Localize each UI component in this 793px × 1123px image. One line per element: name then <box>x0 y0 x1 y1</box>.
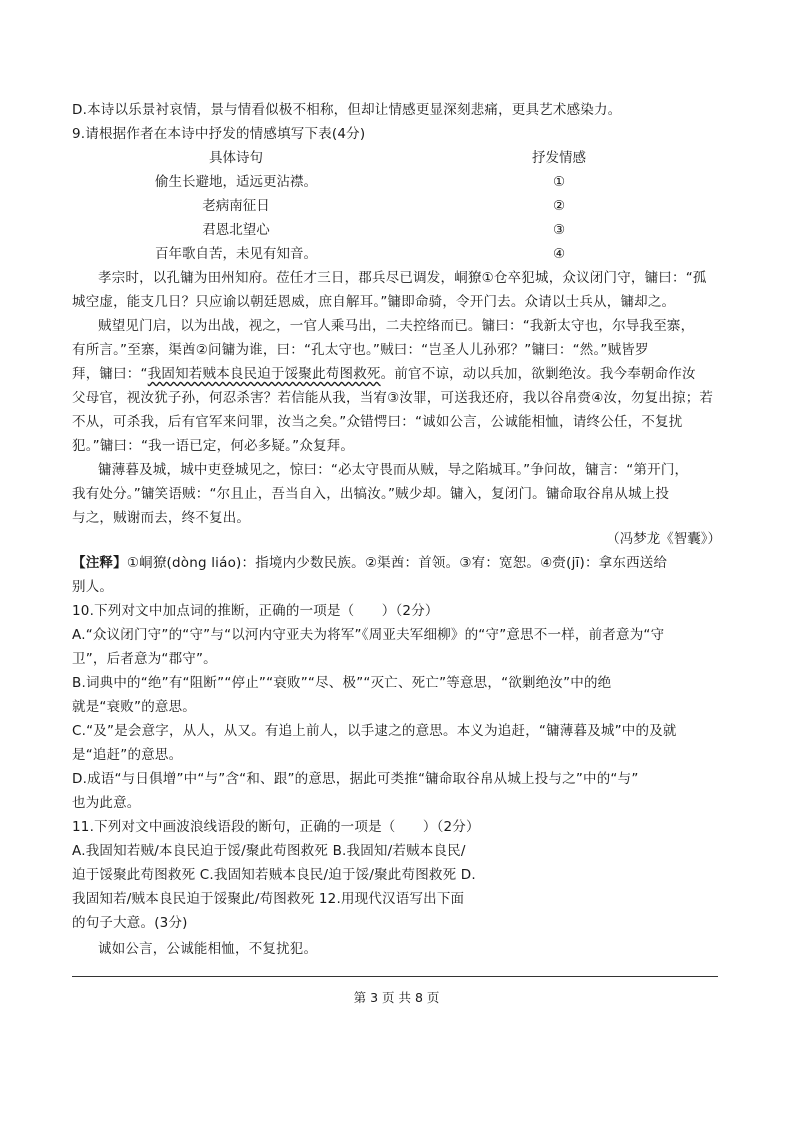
passage-line: 父母官，视汝犹子孙，何忍杀害？若信能从我，当宥③汝罪，可送我还府，我以谷帛赍④汝，勿复出掠；若 <box>72 390 714 406</box>
passage-line: 与之，贼谢而去，终不复出。 <box>72 510 251 526</box>
option-b-line: B.词典中的“绝”有“阻断”“停止”“衰败”“尽、极”“灭亡、死亡”等意思，“欲剿绝汝”中的绝 <box>72 675 612 691</box>
question-12: 的句子大意。(3分) <box>72 915 188 931</box>
passage-line <box>72 364 722 384</box>
option-b-line: 就是“衰败”的意思。 <box>72 699 196 715</box>
passage-line: 城空虚，能支几日？只应谕以朝廷恩威，庶自解耳。”镛即命骑，令开门去。众请以士兵从，镛却之。 <box>72 294 676 310</box>
table-row-emotion: ③ <box>552 222 566 238</box>
annotation-label: 【注释】 <box>72 555 127 571</box>
annotation-line: 别人。 <box>72 579 114 595</box>
annotation-text: ①峒獠(dòng liáo)：指境内少数民族。②渠酋：首领。③宥：宽恕。④赍(jī)：拿东西送给 <box>126 555 668 571</box>
table-header-verse: 具体诗句 <box>209 150 263 166</box>
annotation-line <box>72 553 722 573</box>
table-row-verse: 偷生长避地，适远更沾襟。 <box>155 174 317 190</box>
question-9: 9.请根据作者在本诗中抒发的情感填写下表(4分) <box>72 126 366 142</box>
passage-line: 不从，可杀我，后有官军来问罪，汝当之矣。”众错愕曰：“诚如公言，公诚能相恤，请终公任，不复扰 <box>72 414 683 430</box>
passage-line: 孝宗时，以孔镛为田州知府。莅任才三日，郡兵尽已调发，峒獠①仓卒犯城，众议闭门守，镛曰：“孤 <box>98 270 707 286</box>
passage-line: 有所言。”至寨，渠酋②问镛为谁，曰：“孔太守也。”贼曰：“岂圣人儿孙邪？”镛曰：“然。”贼皆罗 <box>72 342 649 358</box>
passage-line: 贼望见门启，以为出战，视之，一官人乘马出，二夫控络而已。镛曰：“我新太守也，尔导我至寨， <box>98 318 695 334</box>
footer-divider <box>72 976 718 977</box>
passage-text: 拜，镛曰：“ <box>72 366 148 382</box>
option-c-line: 是“追赶”的意思。 <box>72 747 183 763</box>
table-row-verse: 老病南征日 <box>202 198 270 214</box>
option-c-line: C.“及”是会意字，从人，从又。有追上前人，以手逮之的意思。本义为追赶，“镛薄暮及城”中的及就 <box>72 723 677 739</box>
question-10: 10.下列对文中加点词的推断，正确的一项是（ ）（2分） <box>72 603 439 619</box>
table-row-emotion: ② <box>552 198 566 214</box>
wavy-underlined-sentence: 我固知若贼本良民迫于馁聚此苟图救死 <box>147 366 381 382</box>
page-number: 第 3 页 共 8 页 <box>353 990 440 1005</box>
passage-line: 镛薄暮及城，城中吏登城见之，惊曰：“必太守畏而从贼，导之陷城耳。”争问故，镛言：“第开门， <box>98 462 689 478</box>
option-a-line: A.“众议闭门守”的“守”与“以河内守亚夫为将军”《周亚夫军细柳》的“守”意思不一样，前者意为“守 <box>72 627 665 643</box>
passage-source: （冯梦龙《智囊》） <box>606 531 721 547</box>
option-d-text: D.本诗以乐景衬哀情，景与情看似极不相称，但却让情感更显深刻悲痛，更具艺术感染力。 <box>72 102 622 118</box>
table-row-emotion: ① <box>552 174 566 190</box>
table-row-emotion: ④ <box>552 246 566 262</box>
question-11-options: 我固知若/贼本良民迫于馁聚此/苟图救死 12.用现代汉语写出下面 <box>72 891 465 907</box>
option-d-line: 也为此意。 <box>72 795 141 811</box>
question-11-options: 迫于馁聚此苟图救死 C.我固知若贼本良民/迫于馁/聚此苟图救死 D. <box>72 867 476 883</box>
question-12-sentence: 诚如公言，公诚能相恤，不复扰犯。 <box>98 941 318 957</box>
passage-text: 。前官不谅，动以兵加，欲剿绝汝。我今奉朝命作汝 <box>380 366 696 382</box>
option-a-line: 卫”，后者意为“郡守”。 <box>72 651 217 667</box>
question-11: 11.下列对文中画波浪线语段的断句，正确的一项是（ ）（2分） <box>72 819 480 835</box>
question-11-options: A.我固知若贼/本良民迫于馁/聚此苟图救死 B.我固知/若贼本良民/ <box>72 843 466 859</box>
passage-line: 犯。”镛曰：“我一语已定，何必多疑。”众复拜。 <box>72 438 355 454</box>
table-header-emotion: 抒发情感 <box>532 150 586 166</box>
passage-line: 我有处分。”镛笑语贼：“尔且止，吾当自入，出犒汝。”贼少却。镛入，复闭门。镛命取谷帛从城上投 <box>72 486 670 502</box>
table-row-verse: 百年歌自苦，未见有知音。 <box>155 246 317 262</box>
table-row-verse: 君恩北望心 <box>202 222 270 238</box>
option-d-line: D.成语“与日俱增”中“与”含“和、跟”的意思，据此可类推“镛命取谷帛从城上投与之”中的“与” <box>72 771 639 787</box>
